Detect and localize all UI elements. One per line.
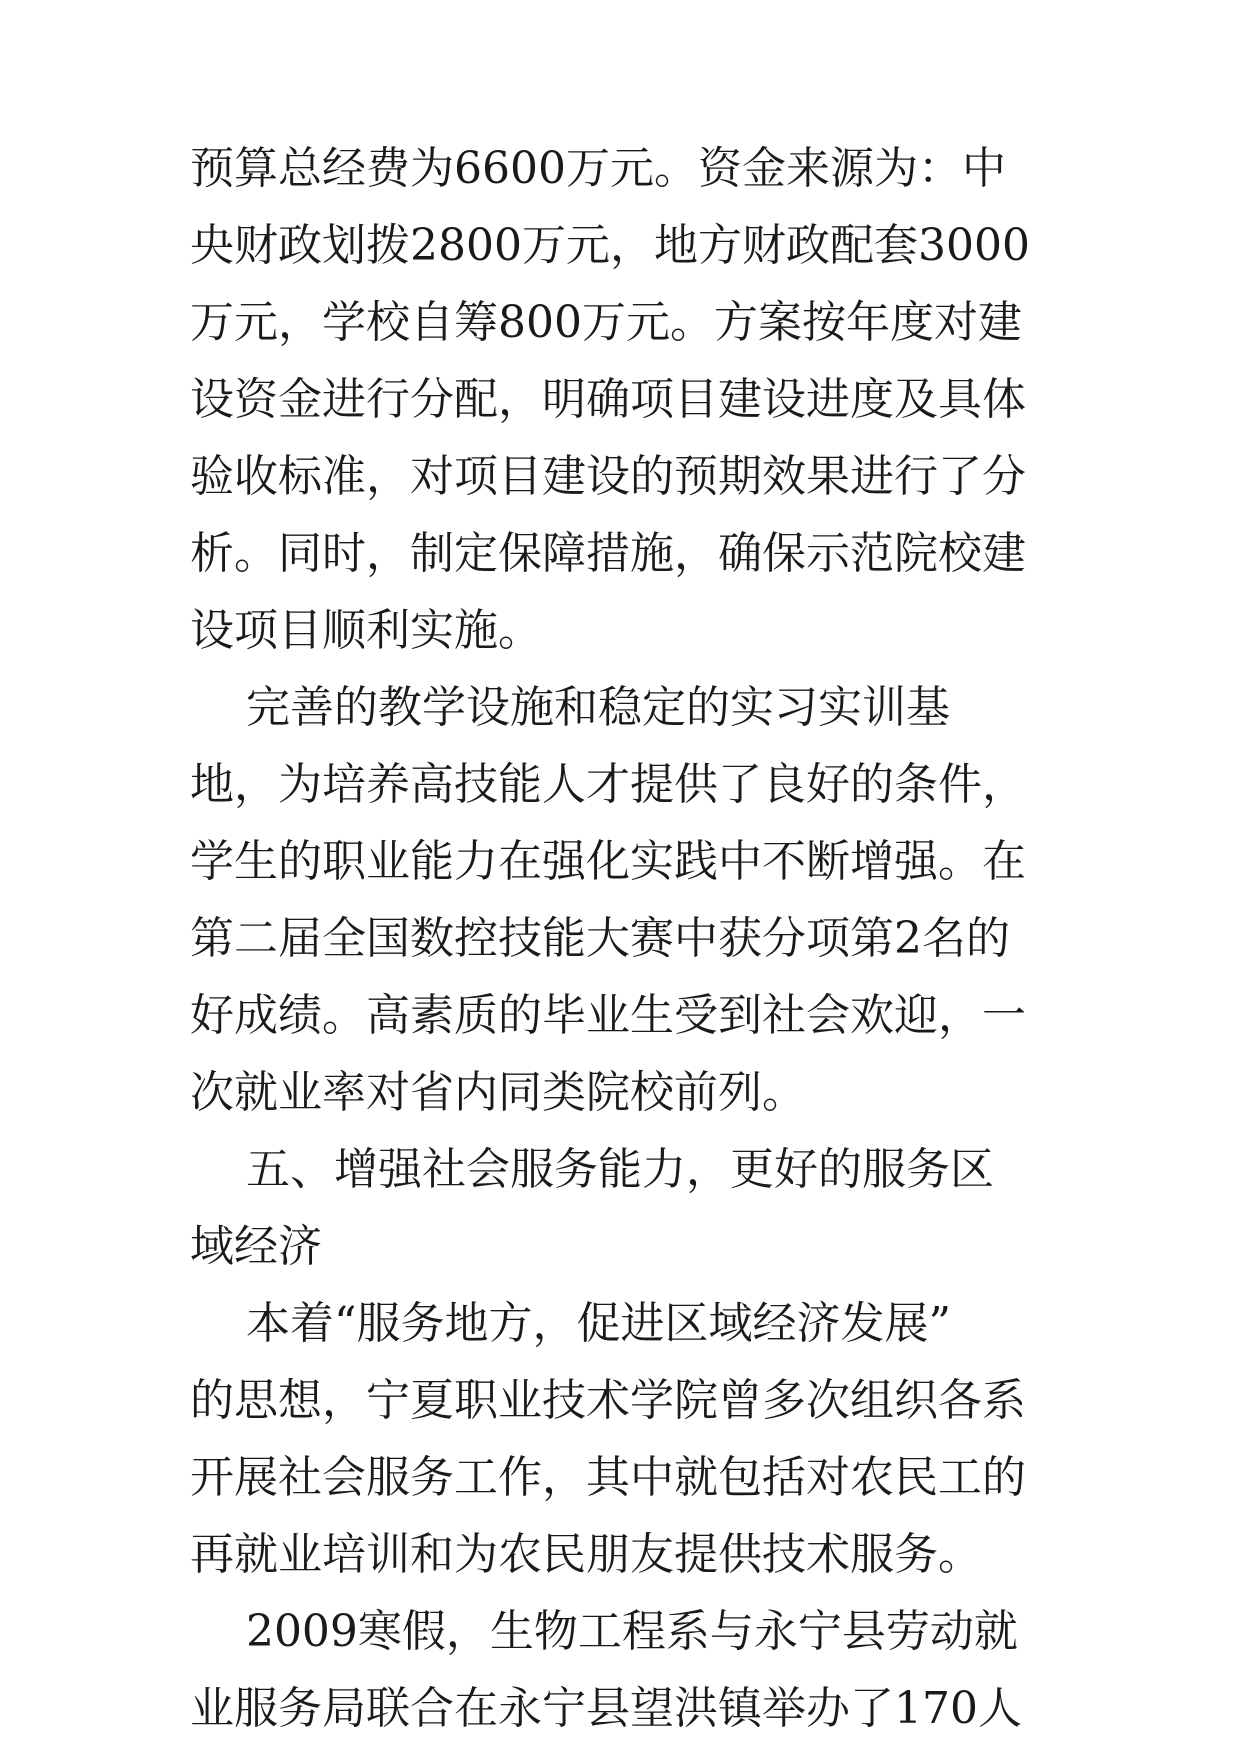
text-line: 预算总经费为6600万元。资金来源为：中	[190, 143, 1006, 194]
text-line: 设项目顺利实施。	[190, 605, 542, 656]
text-line: 万元，学校自筹800万元。方案按年度对建	[190, 297, 1022, 348]
text-line: 央财政划拨2800万元，地方财政配套3000	[190, 220, 1030, 271]
text-line: 五、增强社会服务能力，更好的服务区	[190, 1144, 994, 1195]
text-line: 的思想，宁夏职业技术学院曾多次组织各系	[190, 1375, 1026, 1426]
text-line: 第二届全国数控技能大赛中获分项第2名的	[190, 913, 1010, 964]
text-line: 次就业率对省内同类院校前列。	[190, 1067, 806, 1118]
text-line: 域经济	[190, 1221, 322, 1272]
text-line: 完善的教学设施和稳定的实习实训基	[190, 682, 950, 733]
text-line: 再就业培训和为农民朋友提供技术服务。	[190, 1529, 982, 1580]
text-line: 地，为培养高技能人才提供了良好的条件，	[190, 759, 1026, 810]
text-line: 验收标准，对项目建设的预期效果进行了分	[190, 451, 1026, 502]
text-line: 学生的职业能力在强化实践中不断增强。在	[190, 836, 1026, 887]
text-line: 析。同时，制定保障措施，确保示范院校建	[190, 528, 1026, 579]
text-line: 业服务局联合在永宁县望洪镇举办了170人	[190, 1683, 1022, 1734]
text-line: 好成绩。高素质的毕业生受到社会欢迎，一	[190, 990, 1026, 1041]
text-line: 2009寒假，生物工程系与永宁县劳动就	[190, 1606, 1018, 1657]
text-line: 开展社会服务工作，其中就包括对农民工的	[190, 1452, 1026, 1503]
text-line: 本着“服务地方，促进区域经济发展”	[190, 1298, 951, 1349]
text-line: 设资金进行分配，明确项目建设进度及具体	[190, 374, 1026, 425]
